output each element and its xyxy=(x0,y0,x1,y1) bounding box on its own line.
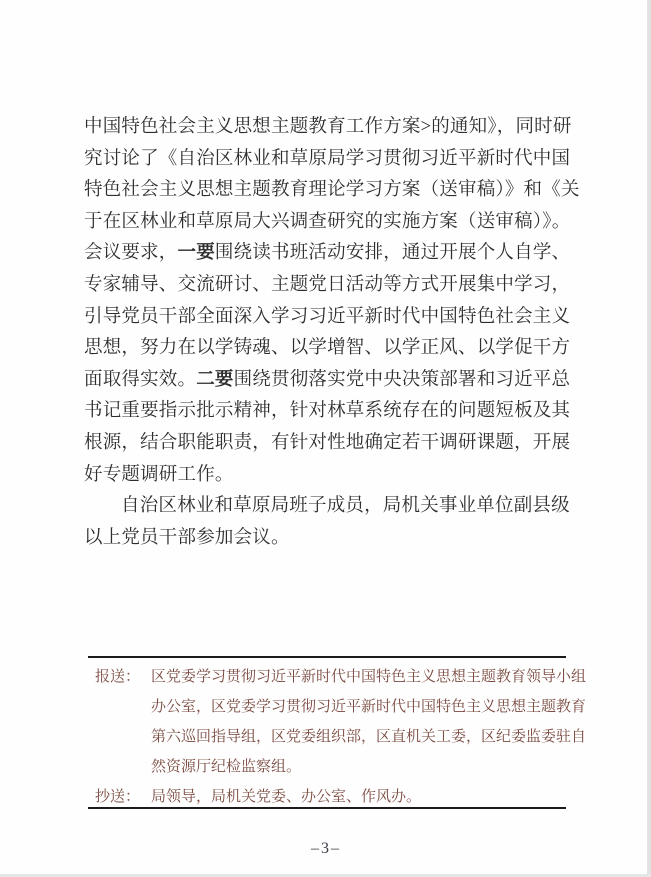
body-line: 特色社会主义思想主题教育理论学习方案（送审稿）》和《关 xyxy=(84,180,580,201)
body-line: 究讨论了《自治区林业和草原局学习贯彻习近平新时代中国 xyxy=(84,148,571,169)
body-line: 思想，努力在以学铸魂、以学增智、以学正风、以学促干方 xyxy=(84,338,571,359)
baosong-row xyxy=(88,662,587,782)
baosong-line: 第六巡回指导组，区党委组织部，区直机关工委，区纪委监委驻自 xyxy=(151,729,587,745)
body-line: 会议要求，一要围绕读书班活动安排，通过开展个人自学、 xyxy=(84,243,571,264)
body-line: 面取得实效。二要围绕贯彻落实党中央决策部署和习近平总 xyxy=(84,369,571,390)
body-text xyxy=(84,112,580,554)
body-line: 好专题调研工作。 xyxy=(84,464,234,485)
baosong-line: 办公室，区党委学习贯彻习近平新时代中国特色主义思想主题教育 xyxy=(151,699,587,715)
baosong-label: 报送： xyxy=(95,669,141,685)
scan-edge-right xyxy=(647,0,651,877)
baosong-content xyxy=(151,662,586,782)
baosong-line: 区党委学习贯彻习近平新时代中国特色主义思想主题教育领导小组 xyxy=(151,669,587,685)
body-line: 自治区林业和草原局班子成员，局机关事业单位副县级 xyxy=(121,496,570,517)
body-line: 中国特色社会主义思想主题教育工作方案>的通知》，同时研 xyxy=(84,117,572,137)
page-number: –3– xyxy=(311,840,341,857)
body-line: 引导党员干部全面深入学习习近平新时代中国特色社会主义 xyxy=(84,306,571,327)
footer-rule-top xyxy=(88,656,566,658)
body-line: 根源，结合职能职责，有针对性地确定若干调研课题，开展 xyxy=(84,432,571,453)
body-line: 于在区林业和草原局大兴调查研究的实施方案（送审稿）》。 xyxy=(84,211,571,232)
body-line: 书记重要指示批示精神，针对林草系统存在的问题短板及其 xyxy=(84,401,571,422)
chaosong-line: 局领导，局机关党委、办公室、作风办。 xyxy=(151,789,422,805)
body-line: 专家辅导、交流研讨、主题党日活动等方式开展集中学习， xyxy=(84,274,571,295)
footer-rule-bottom xyxy=(88,807,566,809)
chaosong-label: 抄送： xyxy=(95,789,141,805)
baosong-line: 然资源厅纪检监察组。 xyxy=(151,759,302,775)
body-line: 以上党员干部参加会议。 xyxy=(84,527,290,548)
